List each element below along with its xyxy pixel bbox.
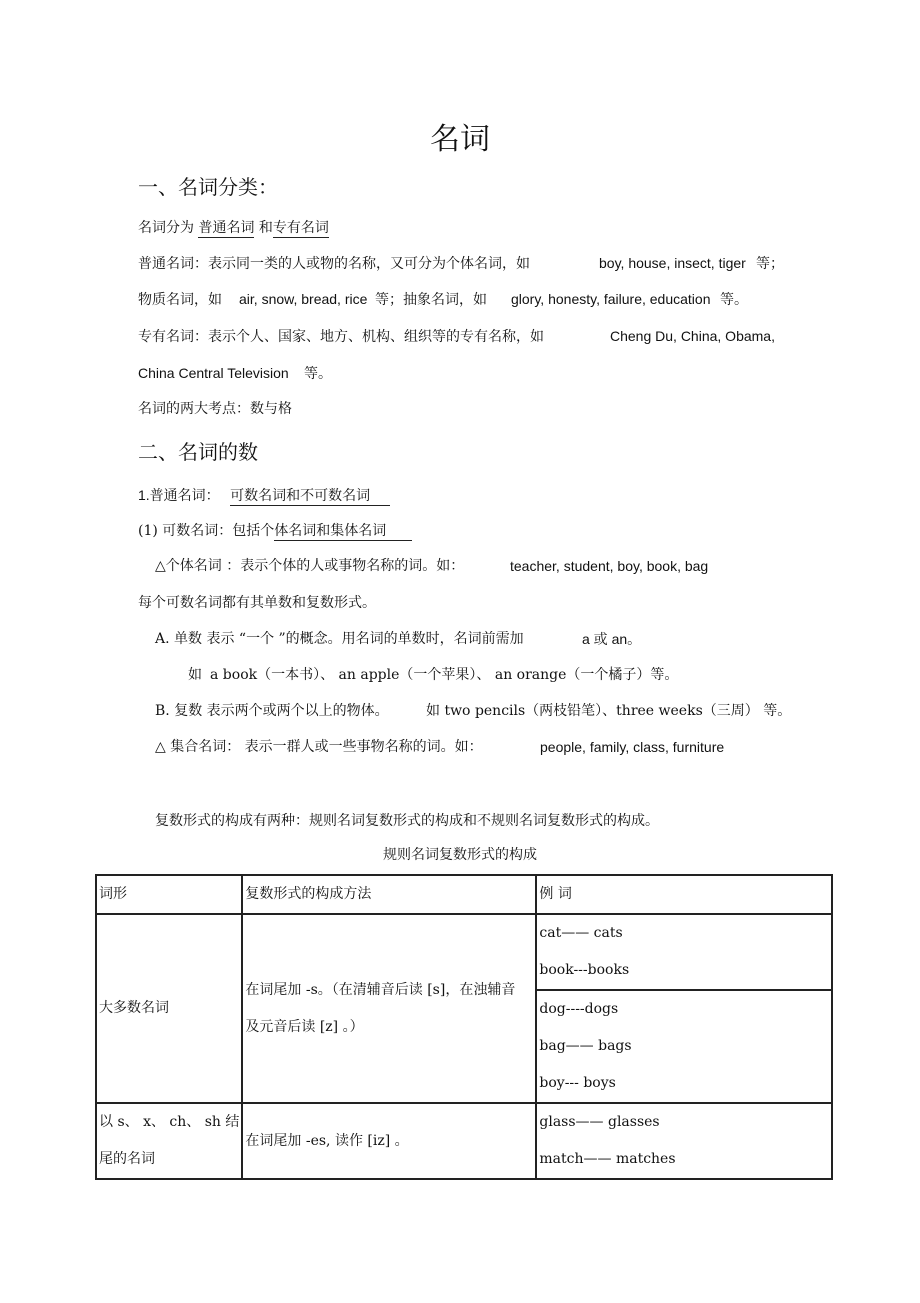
individual-noun-examples: teacher, student, boy, book, bag: [510, 558, 709, 574]
proper-noun-definition: 专有名词：表示个人、国家、地方、机构、组织等的专有名称，如: [138, 329, 544, 345]
table-caption: 规则名词复数形式的构成: [383, 847, 537, 863]
material-noun-label: 物质名词，如: [138, 292, 222, 308]
cell-method: 在词尾加 -es, 读作 [iz] 。: [242, 1103, 536, 1179]
section-heading-classification: 一、名词分类：: [138, 175, 278, 199]
singular-articles: a 或 an。: [582, 631, 642, 647]
plural-methods-note: 复数形式的构成有两种：规则名词复数形式的构成和不规则名词复数形式的构成。: [155, 813, 659, 829]
header-examples: 例 词: [536, 875, 832, 914]
singular-examples: a book（一本书）、 an apple（一个苹果）、 an orange（一个橘子）等。: [210, 667, 679, 683]
proper-noun-examples-1: Cheng Du, China, Obama,: [610, 328, 775, 344]
abstract-noun-etc: 等。: [720, 292, 748, 308]
common-noun-etc: 等；: [756, 256, 784, 272]
plural-examples: 如 two pencils（两枝铅笔）、three weeks（三周） 等。: [426, 703, 792, 719]
common-noun-examples: boy, house, insect, tiger: [599, 255, 746, 271]
plural-definition: B. 复数 表示两个或两个以上的物体。: [155, 703, 389, 719]
classify-prefix: 名词分为: [138, 220, 194, 236]
proper-noun-etc: 等。: [304, 366, 332, 382]
examples-group-b: dog----dogs bag—— bags boy--- boys: [537, 989, 831, 1102]
header-word-form: 词形: [96, 875, 242, 914]
abstract-noun-examples: glory, honesty, failure, education: [511, 291, 711, 307]
countable-types-term: 体名词和集体名词: [274, 523, 412, 541]
cell-word-form: 以 s、 x、 ch、 sh 结 尾的名词: [96, 1103, 242, 1179]
common-noun-label: 1.普通名词：: [138, 487, 220, 503]
common-noun-types: [138, 486, 390, 505]
cell-method: 在词尾加 -s。（在清辅音后读 [s]，在浊辅音 及元音后读 [z] 。）: [242, 914, 536, 1103]
singular-definition: A. 单数 表示 “一个 ”的概念。用名词的单数时，名词前需加: [155, 631, 524, 647]
abstract-noun-label: 等；抽象名词，如: [375, 292, 487, 308]
and-word: 和: [258, 220, 273, 236]
key-points: 名词的两大考点：数与格: [138, 401, 292, 417]
header-method: 复数形式的构成方法: [242, 875, 536, 914]
individual-noun-definition: △个体名词 ：表示个体的人或事物名称的词。如：: [155, 558, 465, 574]
collective-noun-examples: people, family, class, furniture: [540, 739, 725, 755]
countable-label: (1) 可数名词：包括个: [138, 523, 275, 539]
singular-examples-prefix: 如: [188, 667, 202, 683]
table-row: [96, 1103, 832, 1179]
collective-noun-definition: △ 集合名词： 表示一群人或一些事物名称的词。如：: [155, 739, 483, 755]
plural-rules-table: [95, 874, 833, 1180]
cell-word-form: 大多数名词: [96, 914, 242, 1103]
countable-noun-line: [138, 522, 412, 540]
common-noun-term: 普通名词: [198, 220, 255, 236]
table-header-row: [96, 875, 832, 914]
material-noun-examples: air, snow, bread, rice: [239, 291, 368, 307]
page-title: 名词: [430, 122, 490, 157]
examples-group-a: cat—— cats book---books: [539, 925, 630, 978]
cell-examples: glass—— glasses match—— matches: [536, 1103, 832, 1179]
proper-noun-term: 专有名词: [272, 220, 329, 236]
table-row: [96, 914, 832, 1103]
common-noun-definition: 普通名词：表示同一类的人或物的名称，又可分为个体名词，如: [138, 256, 530, 272]
forms-note: 每个可数名词都有其单数和复数形式。: [138, 595, 376, 611]
section-heading-number: 二、名词的数: [138, 440, 258, 464]
proper-noun-examples-2: China Central Television: [138, 365, 289, 381]
countable-uncountable-term: 可数名词和不可数名词: [230, 488, 390, 506]
classification-line: [138, 219, 329, 237]
cell-examples: [536, 914, 832, 1103]
